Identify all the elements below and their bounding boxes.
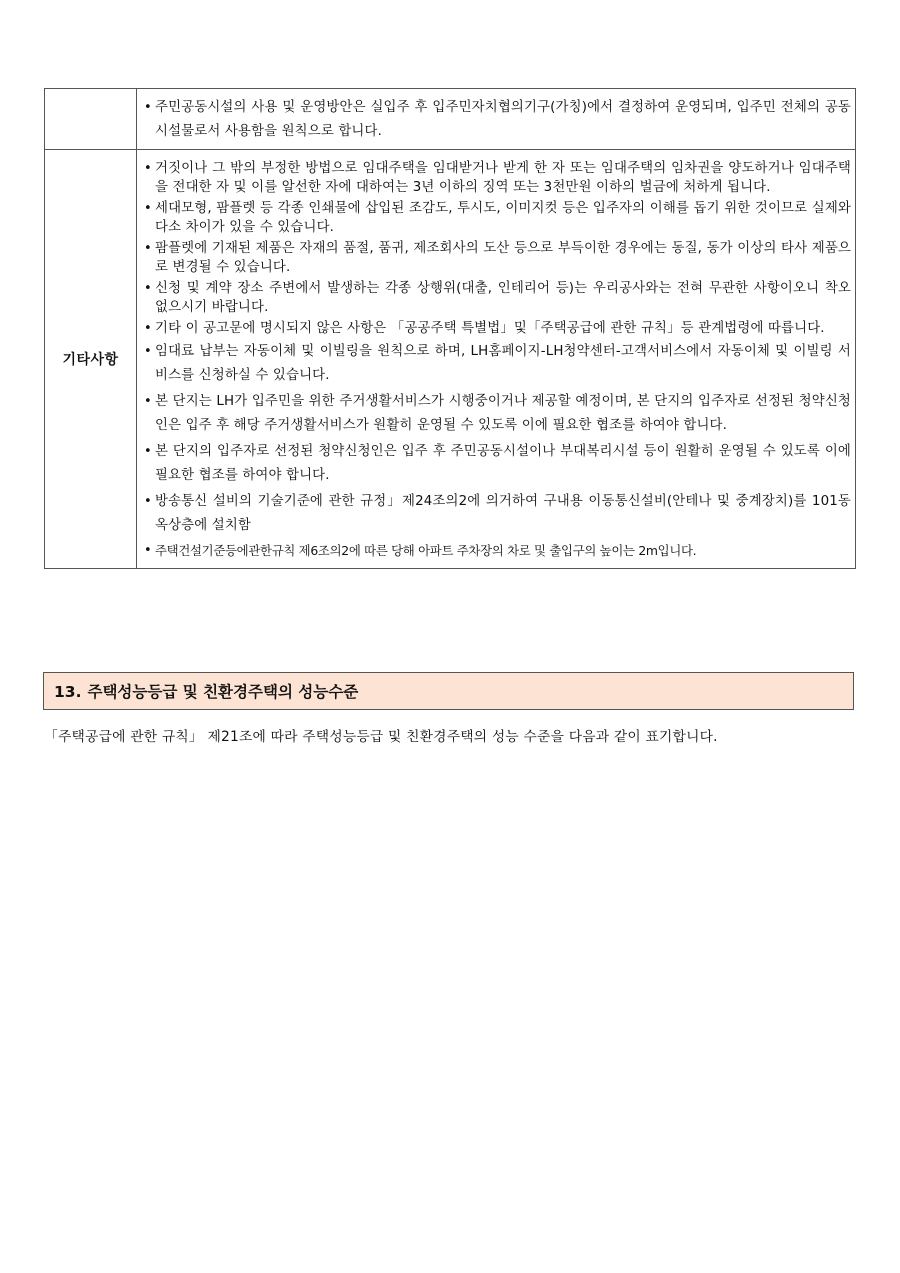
list-item: • 주민공동시설의 사용 및 운영방안은 실입주 후 입주민자치협의기구(가칭)에서 결정하여 운영되며, 입주민 전체의 공동시설물로서 사용함을 원칙으로 합니다. [141,96,851,144]
row-content [137,89,856,150]
section-description: 「주택공급에 관한 규칙」 제21조에 따라 주택성능등급 및 친환경주택의 성능 수준을 다음과 같이 표기합니다. [44,729,718,745]
row-label-other-matters: 기타사항 [45,150,137,569]
table-row [45,150,856,569]
list-item: • 팜플렛에 기재된 제품은 자재의 품절, 품귀, 제조회사의 도산 등으로 부득이한 경우에는 동질, 동가 이상의 타사 제품으로 변경될 수 있습니다. [141,239,851,277]
row-content [137,150,856,569]
list-item: • 기타 이 공고문에 명시되지 않은 사항은 「공공주택 특별법」및「주택공급에 관한 규칙」등 관계법령에 따릅니다. [141,319,851,338]
list-item: • 주택건설기준등에관한규칙 제6조의2에 따른 당해 아파트 주차장의 차로 및 출입구의 높이는 2m입니다. [141,540,851,562]
list-item: • 신청 및 계약 장소 주변에서 발생하는 각종 상행위(대출, 인테리어 등)는 우리공사와는 전혀 무관한 사항이오니 착오 없으시기 바랍니다. [141,279,851,317]
row-label [45,89,137,150]
notice-table [44,88,856,569]
list-item: • 임대료 납부는 자동이체 및 이빌링을 원칙으로 하며, LH홈페이지-LH청약센터-고객서비스에서 자동이체 및 이빌링 서비스를 신청하실 수 있습니다. [141,340,851,388]
section-heading [43,672,854,710]
list-item: • 거짓이나 그 밖의 부정한 방법으로 임대주택을 임대받거나 받게 한 자 또는 임대주택의 임차권을 양도하거나 임대주택을 전대한 자 및 이를 알선한 자에 대하여는 3년 이하의 징역 또는 3천만원 이하의 벌금에 처하게 됩니다. [141,159,851,197]
list-item: • 방송통신 설비의 기술기준에 관한 규정」제24조의2에 의거하여 구내용 이동통신설비(안테나 및 중계장치)를 101동 옥상층에 설치함 [141,490,851,538]
list-item: • 세대모형, 팜플렛 등 각종 인쇄물에 삽입된 조감도, 투시도, 이미지컷 등은 입주자의 이해를 돕기 위한 것이므로 실제와 다소 차이가 있을 수 있습니다. [141,199,851,237]
section-number: 13. [54,683,82,701]
list-item: • 본 단지의 입주자로 선정된 청약신청인은 입주 후 주민공동시설이나 부대복리시설 등이 원활히 운영될 수 있도록 이에 필요한 협조를 하여야 합니다. [141,440,851,488]
table-row [45,89,856,150]
section-title: 주택성능등급 및 친환경주택의 성능수준 [87,683,359,701]
list-item: • 본 단지는 LH가 입주민을 위한 주거생활서비스가 시행중이거나 제공할 예정이며, 본 단지의 입주자로 선정된 청약신청인은 입주 후 해당 주거생활서비스가 원활히 운영될 수 있도록 이에 필요한 협조를 하여야 합니다. [141,390,851,438]
